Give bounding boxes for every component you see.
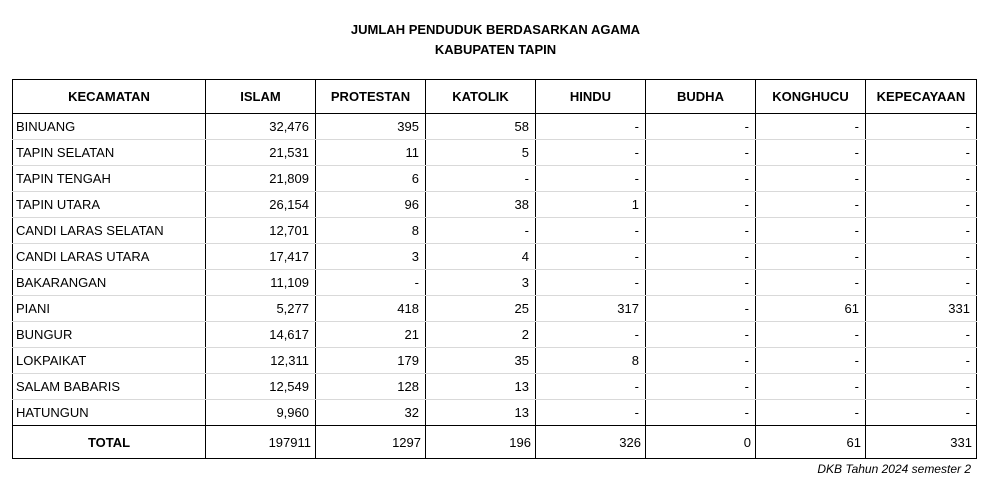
cell-budha: - <box>646 296 756 322</box>
total-row <box>13 426 977 459</box>
header-row <box>13 80 977 114</box>
cell-kecamatan: LOKPAIKAT <box>13 348 206 374</box>
cell-islam: 32,476 <box>206 114 316 140</box>
cell-kecamatan: TAPIN TENGAH <box>13 166 206 192</box>
total-islam: 197911 <box>206 426 316 459</box>
cell-protestan: 96 <box>316 192 426 218</box>
cell-kecamatan: TAPIN UTARA <box>13 192 206 218</box>
cell-hindu: - <box>536 140 646 166</box>
cell-katolik: 25 <box>426 296 536 322</box>
cell-protestan: 32 <box>316 400 426 426</box>
cell-kepecayaan: - <box>866 400 977 426</box>
cell-budha: - <box>646 166 756 192</box>
cell-budha: - <box>646 244 756 270</box>
cell-islam: 11,109 <box>206 270 316 296</box>
cell-konghucu: - <box>756 374 866 400</box>
header-islam: ISLAM <box>206 80 316 114</box>
source-footnote: DKB Tahun 2024 semester 2 <box>817 462 971 476</box>
cell-islam: 21,809 <box>206 166 316 192</box>
cell-katolik: 3 <box>426 270 536 296</box>
cell-kecamatan: CANDI LARAS SELATAN <box>13 218 206 244</box>
cell-protestan: 418 <box>316 296 426 322</box>
cell-kecamatan: TAPIN SELATAN <box>13 140 206 166</box>
cell-protestan: - <box>316 270 426 296</box>
cell-kepecayaan: - <box>866 218 977 244</box>
cell-kepecayaan: - <box>866 166 977 192</box>
cell-kepecayaan: - <box>866 114 977 140</box>
title-line-2: KABUPATEN TAPIN <box>434 42 557 57</box>
total-katolik: 196 <box>426 426 536 459</box>
cell-katolik: 13 <box>426 374 536 400</box>
table-row <box>13 218 977 244</box>
cell-protestan: 11 <box>316 140 426 166</box>
cell-konghucu: - <box>756 270 866 296</box>
table-row <box>13 192 977 218</box>
header-katolik: KATOLIK <box>426 80 536 114</box>
cell-konghucu: - <box>756 244 866 270</box>
cell-budha: - <box>646 140 756 166</box>
table-row <box>13 348 977 374</box>
cell-kecamatan: BINUANG <box>13 114 206 140</box>
cell-konghucu: - <box>756 218 866 244</box>
header-kepecayaan: KEPECAYAAN <box>866 80 977 114</box>
cell-hindu: - <box>536 114 646 140</box>
table-row <box>13 166 977 192</box>
cell-konghucu: - <box>756 400 866 426</box>
cell-katolik: 2 <box>426 322 536 348</box>
header-kecamatan: KECAMATAN <box>13 80 206 114</box>
cell-katolik: 35 <box>426 348 536 374</box>
cell-hindu: - <box>536 322 646 348</box>
cell-kepecayaan: - <box>866 374 977 400</box>
cell-budha: - <box>646 374 756 400</box>
cell-hindu: 8 <box>536 348 646 374</box>
cell-kepecayaan: - <box>866 192 977 218</box>
cell-islam: 21,531 <box>206 140 316 166</box>
cell-katolik: - <box>426 218 536 244</box>
cell-kepecayaan: - <box>866 270 977 296</box>
cell-konghucu: - <box>756 348 866 374</box>
title-line-1: JUMLAH PENDUDUK BERDASARKAN AGAMA <box>350 22 641 37</box>
cell-budha: - <box>646 192 756 218</box>
cell-kecamatan: BUNGUR <box>13 322 206 348</box>
cell-kepecayaan: - <box>866 140 977 166</box>
cell-budha: - <box>646 400 756 426</box>
cell-katolik: 58 <box>426 114 536 140</box>
cell-kecamatan: CANDI LARAS UTARA <box>13 244 206 270</box>
total-label: TOTAL <box>13 426 206 459</box>
cell-budha: - <box>646 322 756 348</box>
table-footer <box>13 426 977 459</box>
cell-hindu: - <box>536 166 646 192</box>
cell-islam: 14,617 <box>206 322 316 348</box>
cell-kepecayaan: - <box>866 348 977 374</box>
table-row <box>13 140 977 166</box>
header-konghucu: KONGHUCU <box>756 80 866 114</box>
cell-hindu: - <box>536 400 646 426</box>
cell-kecamatan: HATUNGUN <box>13 400 206 426</box>
cell-katolik: 38 <box>426 192 536 218</box>
cell-budha: - <box>646 114 756 140</box>
cell-katolik: - <box>426 166 536 192</box>
cell-islam: 17,417 <box>206 244 316 270</box>
cell-kepecayaan: - <box>866 244 977 270</box>
cell-konghucu: - <box>756 192 866 218</box>
cell-kecamatan: SALAM BABARIS <box>13 374 206 400</box>
total-konghucu: 61 <box>756 426 866 459</box>
cell-konghucu: - <box>756 322 866 348</box>
table-row <box>13 374 977 400</box>
total-budha: 0 <box>646 426 756 459</box>
table-header <box>13 80 977 114</box>
cell-hindu: 317 <box>536 296 646 322</box>
cell-islam: 9,960 <box>206 400 316 426</box>
cell-kepecayaan: - <box>866 322 977 348</box>
population-table <box>12 79 977 459</box>
table-row <box>13 244 977 270</box>
cell-hindu: 1 <box>536 192 646 218</box>
cell-kecamatan: PIANI <box>13 296 206 322</box>
table-row <box>13 322 977 348</box>
cell-katolik: 13 <box>426 400 536 426</box>
cell-islam: 26,154 <box>206 192 316 218</box>
cell-islam: 12,549 <box>206 374 316 400</box>
cell-kecamatan: BAKARANGAN <box>13 270 206 296</box>
table-row <box>13 400 977 426</box>
cell-konghucu: 61 <box>756 296 866 322</box>
cell-kepecayaan: 331 <box>866 296 977 322</box>
cell-konghucu: - <box>756 114 866 140</box>
table-row <box>13 296 977 322</box>
cell-protestan: 128 <box>316 374 426 400</box>
cell-budha: - <box>646 270 756 296</box>
table-row <box>13 270 977 296</box>
cell-katolik: 4 <box>426 244 536 270</box>
cell-hindu: - <box>536 244 646 270</box>
total-protestan: 1297 <box>316 426 426 459</box>
total-kepecayaan: 331 <box>866 426 977 459</box>
header-budha: BUDHA <box>646 80 756 114</box>
cell-protestan: 21 <box>316 322 426 348</box>
header-protestan: PROTESTAN <box>316 80 426 114</box>
cell-konghucu: - <box>756 166 866 192</box>
cell-katolik: 5 <box>426 140 536 166</box>
cell-islam: 5,277 <box>206 296 316 322</box>
cell-konghucu: - <box>756 140 866 166</box>
cell-budha: - <box>646 218 756 244</box>
cell-protestan: 395 <box>316 114 426 140</box>
cell-protestan: 179 <box>316 348 426 374</box>
cell-protestan: 8 <box>316 218 426 244</box>
cell-protestan: 6 <box>316 166 426 192</box>
table-row <box>13 114 977 140</box>
cell-budha: - <box>646 348 756 374</box>
table-body <box>13 114 977 426</box>
cell-hindu: - <box>536 374 646 400</box>
header-hindu: HINDU <box>536 80 646 114</box>
total-hindu: 326 <box>536 426 646 459</box>
cell-islam: 12,701 <box>206 218 316 244</box>
cell-hindu: - <box>536 270 646 296</box>
cell-hindu: - <box>536 218 646 244</box>
cell-islam: 12,311 <box>206 348 316 374</box>
cell-protestan: 3 <box>316 244 426 270</box>
